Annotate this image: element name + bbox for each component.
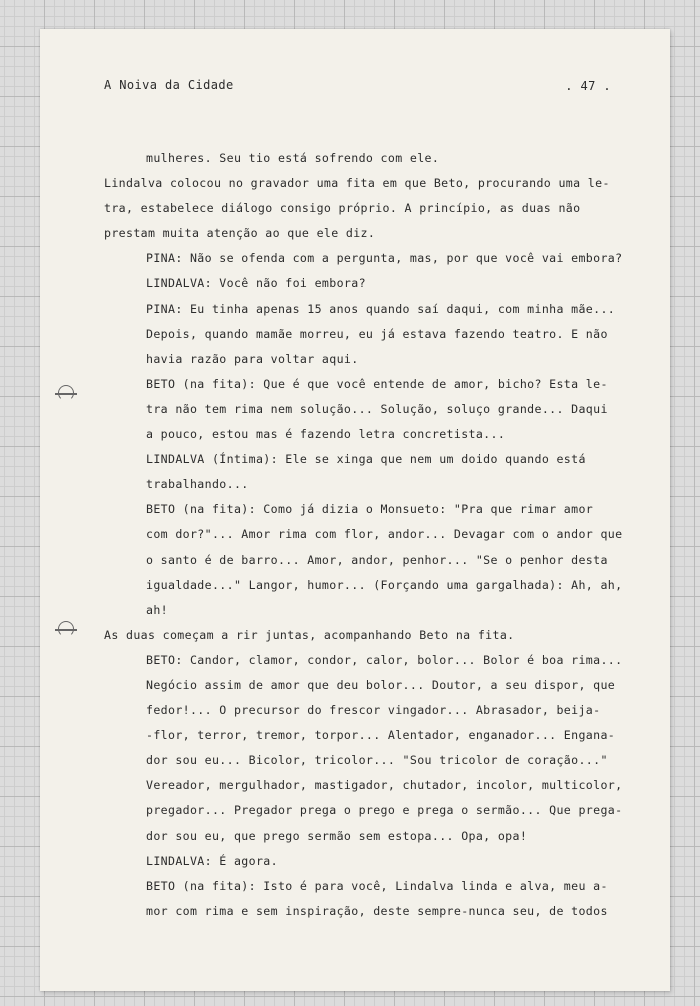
text-line: BETO (na fita): Como já dizia o Monsueto: "Pra que rimar amor <box>146 502 594 517</box>
text-line: dor sou eu, que prego sermão sem estopa... Opa, opa! <box>146 828 528 843</box>
text-line: BETO (na fita): Isto é para você, Lindalva linda e alva, meu a- <box>146 878 608 893</box>
text-line: havia razão para voltar aqui. <box>146 351 359 366</box>
text-line: -flor, terror, tremor, torpor... Alentador, enganador... Engana- <box>146 728 616 743</box>
punch-hole-mark <box>58 385 74 401</box>
running-title: A Noiva da Cidade <box>104 78 234 92</box>
text-line: prestam muita atenção ao que ele diz. <box>104 226 376 241</box>
text-line: PINA: Eu tinha apenas 15 anos quando saí daqui, com minha mãe... <box>146 301 616 316</box>
text-line: As duas começam a rir juntas, acompanhando Beto na fita. <box>104 627 515 642</box>
punch-hole-mark <box>58 621 74 637</box>
text-line: pregador... Pregador prega o prego e prega o sermão... Que prega- <box>146 803 623 818</box>
text-line: LINDALVA: Você não foi embora? <box>146 276 366 291</box>
text-line: igualdade..." Langor, humor... (Forçando uma gargalhada): Ah, ah, <box>146 577 623 592</box>
text-line: mulheres. Seu tio está sofrendo com ele. <box>146 151 440 165</box>
text-line: Vereador, mergulhador, mastigador, chutador, incolor, multicolor, <box>146 778 623 793</box>
text-line: trabalhando... <box>146 477 249 492</box>
script-body <box>104 150 644 928</box>
text-line: dor sou eu... Bicolor, tricolor... "Sou tricolor de coração..." <box>146 753 608 768</box>
text-line: ah! <box>146 602 168 617</box>
text-line: LINDALVA (Íntima): Ele se xinga que nem um doido quando está <box>146 452 586 467</box>
typewritten-page <box>40 29 670 991</box>
text-line: o santo é de barro... Amor, andor, penhor... "Se o penhor desta <box>146 552 608 567</box>
text-line: mor com rima e sem inspiração, deste sempre-nunca seu, de todos <box>146 903 608 918</box>
text-line: BETO (na fita): Que é que você entende de amor, bicho? Esta le- <box>146 376 608 391</box>
text-line: tra, estabelece diálogo consigo próprio. A princípio, as duas não <box>104 201 581 216</box>
page-number: . 47 . <box>565 79 611 93</box>
text-line: PINA: Não se ofenda com a pergunta, mas, por que você vai embora? <box>146 251 623 266</box>
text-line: a pouco, estou mas é fazendo letra concretista... <box>146 427 506 442</box>
text-line: com dor?"... Amor rima com flor, andor... Devagar com o andor que <box>146 527 623 542</box>
text-line: LINDALVA: É agora. <box>146 853 278 868</box>
text-line: Depois, quando mamãe morreu, eu já estava fazendo teatro. E não <box>146 326 608 341</box>
text-line: fedor!... O precursor do frescor vingador... Abrasador, beija- <box>146 703 601 718</box>
text-line: Negócio assim de amor que deu bolor... Doutor, a seu dispor, que <box>146 677 616 692</box>
text-line: BETO: Candor, clamor, condor, calor, bolor... Bolor é boa rima... <box>146 652 623 667</box>
text-line: Lindalva colocou no gravador uma fita em que Beto, procurando uma le- <box>104 176 610 191</box>
text-line: tra não tem rima nem solução... Solução, soluço grande... Daqui <box>146 401 608 416</box>
